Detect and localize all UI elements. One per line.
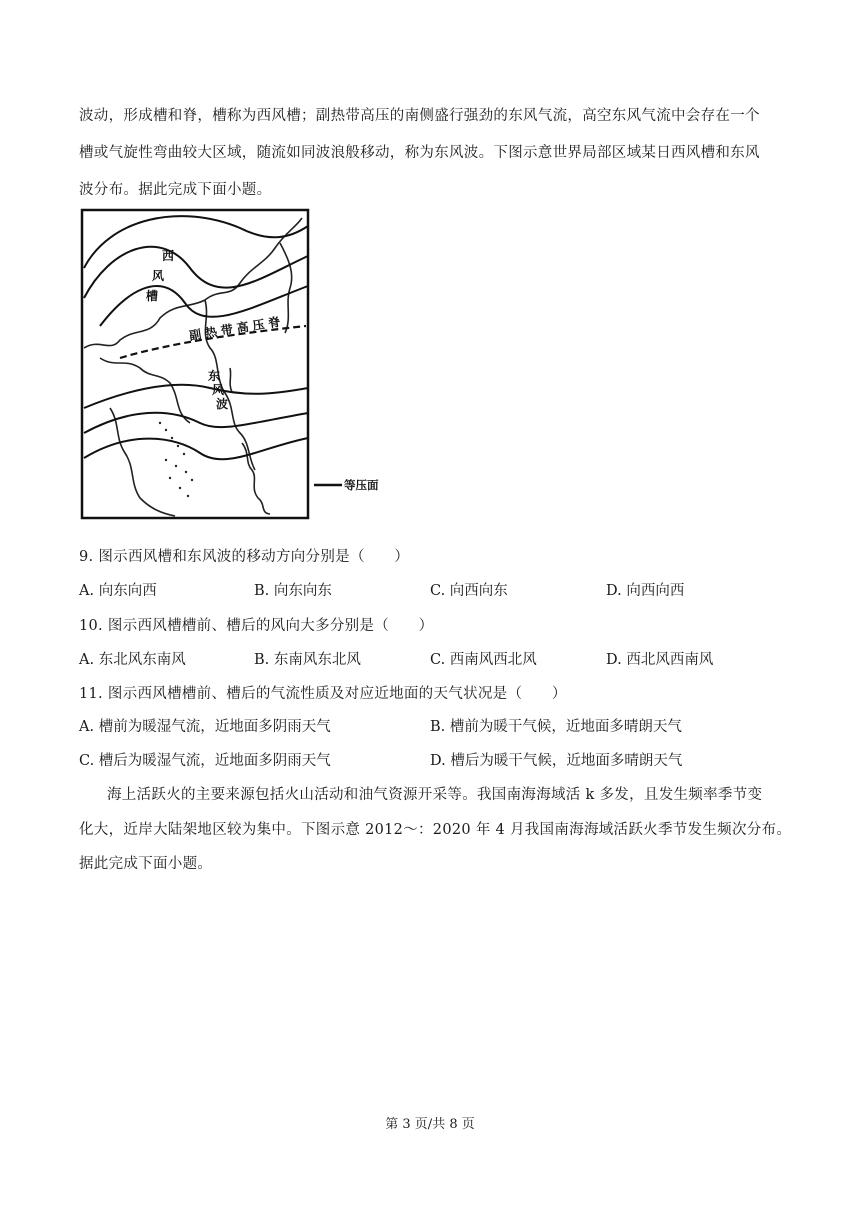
option-b: B. 槽前为暖干气候，近地面多晴朗天气 bbox=[430, 719, 682, 735]
option-b: B. 向东向东 bbox=[254, 583, 332, 599]
easterly-wave-label-1: 东 bbox=[208, 369, 221, 383]
question-stem: 10. 图示西风槽槽前、槽后的风向大多分别是（ ） bbox=[79, 618, 434, 634]
passage2-line-2: 化大，近岸大陆架地区较为集中。下图示意 2012～：2020 年 4 月我国南海海域活跃火季节发生频次分布。 bbox=[79, 822, 792, 838]
westerly-trough-label-3: 槽 bbox=[146, 289, 159, 303]
option-c: C. 西南风西北风 bbox=[430, 652, 537, 668]
legend-label: 等压面 bbox=[344, 480, 379, 492]
map-frame bbox=[82, 210, 308, 518]
option-b: B. 东南风东北风 bbox=[254, 652, 361, 668]
option-d: D. 槽后为暖干气候，近地面多晴朗天气 bbox=[430, 753, 683, 769]
westerly-trough-label-2: 风 bbox=[152, 269, 165, 283]
easterly-wave-label-2: 风 bbox=[212, 383, 225, 397]
intro-line-3: 波分布。据此完成下面小题。 bbox=[79, 182, 272, 198]
option-a: A. 向东向西 bbox=[79, 583, 157, 599]
option-a: A. 东北风东南风 bbox=[79, 652, 186, 668]
ridge-label: 副热带高压脊 bbox=[188, 314, 286, 343]
question-stem: 11. 图示西风槽槽前、槽后的气流性质及对应近地面的天气状况是（ ） bbox=[79, 686, 567, 702]
option-a: A. 槽前为暖湿气流，近地面多阴雨天气 bbox=[79, 719, 331, 735]
page-footer: 第 3 页/共 8 页 bbox=[385, 1117, 475, 1132]
option-d: D. 向西向西 bbox=[606, 583, 685, 599]
option-c: C. 槽后为暖湿气流，近地面多阴雨天气 bbox=[79, 753, 331, 769]
easterly-wave-label-3: 波 bbox=[216, 397, 229, 411]
passage2-line-3: 据此完成下面小题。 bbox=[79, 856, 213, 872]
coastline-outline bbox=[84, 218, 302, 516]
island-dots bbox=[159, 422, 193, 497]
option-d: D. 西北风西南风 bbox=[606, 652, 714, 668]
passage2-line-1: 海上活跃火的主要来源包括火山活动和油气资源开采等。我国南海海域活 k 多发，且发生频率季节变 bbox=[107, 787, 763, 803]
intro-line-2: 槽或气旋性弯曲较大区域，随流如同波浪般移动，称为东风波。下图示意世界局部区域某日西风槽和东风 bbox=[79, 145, 760, 161]
question-stem: 9. 图示西风槽和东风波的移动方向分别是（ ） bbox=[79, 549, 410, 565]
intro-line-1: 波动，形成槽和脊，槽称为西风槽；副热带高压的南侧盛行强劲的东风气流，高空东风气流中会存在一个 bbox=[79, 108, 760, 124]
option-c: C. 向西向东 bbox=[430, 583, 508, 599]
westerly-trough-label-1: 西 bbox=[162, 249, 175, 263]
weather-map-figure bbox=[80, 208, 390, 522]
